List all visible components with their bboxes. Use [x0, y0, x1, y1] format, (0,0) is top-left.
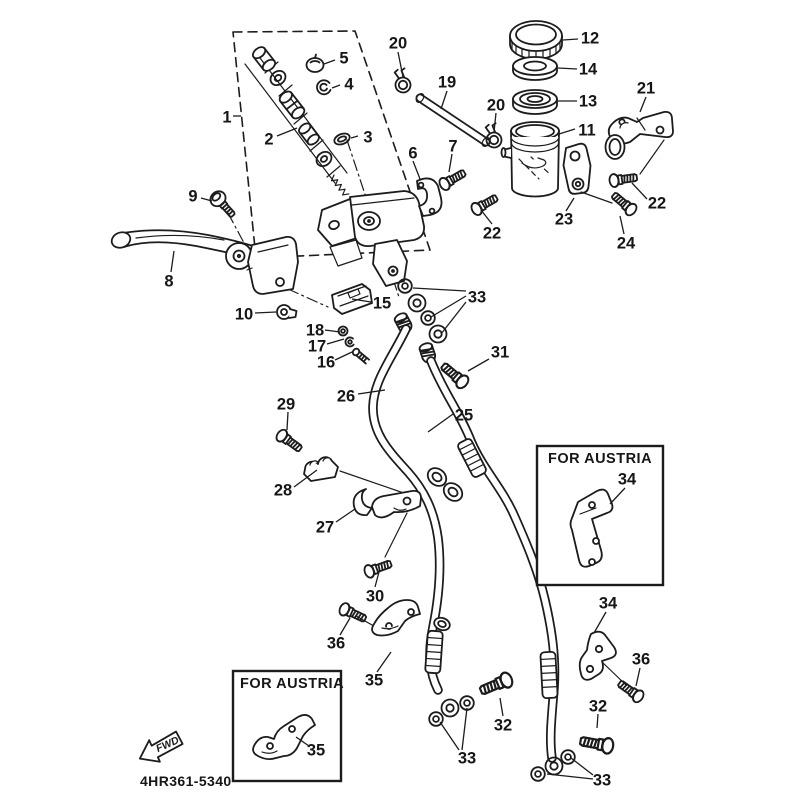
leader-line [597, 714, 598, 728]
leader-line [449, 154, 452, 172]
austria-box-bottom-title: FOR AUSTRIA [240, 676, 345, 692]
leader-line [636, 668, 640, 686]
washer-part-33-br1 [531, 767, 545, 781]
leader-line [632, 183, 647, 199]
leader-line [351, 136, 358, 138]
part-label-15: 15 [372, 294, 392, 313]
bolt-part-36b [616, 678, 646, 704]
part-label-23: 23 [554, 210, 574, 229]
fwd-arrow [135, 728, 186, 768]
leader-line [640, 97, 646, 112]
part-label-22: 22 [647, 194, 667, 213]
part-label-17: 17 [307, 337, 327, 356]
leader-line [441, 91, 447, 109]
part-label-33: 33 [457, 749, 477, 768]
part-label-8: 8 [164, 272, 174, 291]
leader-line [255, 312, 276, 313]
stay-bracket-part-34 [580, 632, 616, 680]
part-label-1: 1 [222, 108, 232, 127]
part-label-22: 22 [482, 224, 502, 243]
part-label-28: 28 [273, 481, 293, 500]
part-label-11: 11 [578, 121, 596, 140]
austria-box-bottom [233, 671, 344, 781]
part-label-26: 26 [336, 387, 356, 406]
lever-screw-part-9 [207, 188, 239, 221]
brake-lever-part-8 [110, 230, 259, 269]
banjo-eye-lower [430, 326, 447, 343]
stay-bracket-part-21 [606, 112, 674, 159]
part-label-35: 35 [364, 671, 384, 690]
banjo-eye-upper [409, 295, 426, 312]
bolt-part-29 [274, 428, 304, 455]
part-label-33: 33 [467, 288, 487, 307]
part-label-35: 35 [306, 741, 326, 760]
part-label-25: 25 [454, 406, 474, 425]
clip-washer-part-17 [345, 337, 353, 346]
washer-part-33-br2 [561, 750, 575, 764]
part-label-34: 34 [617, 470, 637, 489]
part-label-3: 3 [363, 128, 373, 147]
part-label-12: 12 [580, 29, 600, 48]
hook-guide-part-27 [354, 489, 421, 517]
part-label-7: 7 [448, 137, 458, 156]
leader-line [431, 296, 466, 317]
cylinder-kit-strip [245, 45, 349, 197]
washer-part-33-top2 [421, 311, 435, 325]
part-label-2: 2 [264, 130, 274, 149]
hose-grommets [424, 464, 466, 632]
leader-line [287, 412, 288, 430]
austria-box-right-title: FOR AUSTRIA [548, 451, 653, 467]
hose-clamp-part-28 [304, 457, 338, 481]
leader-line [324, 60, 335, 64]
reservoir-plate-part-14 [513, 57, 557, 80]
diaphragm-part-13 [513, 90, 557, 114]
kit-spring [330, 175, 349, 197]
clamp-bolt-part-7 [437, 167, 467, 192]
part-label-6: 6 [408, 144, 418, 163]
bolt-part-36a [338, 602, 368, 625]
union-bolt-part-32b [579, 733, 614, 754]
leader-line [428, 414, 453, 432]
part-label-19: 19 [437, 73, 457, 92]
part-label-33: 33 [592, 771, 612, 790]
part-label-16: 16 [316, 353, 336, 372]
leader-line [500, 698, 503, 716]
leader-line [558, 68, 577, 69]
reservoir-cap-part-12 [510, 21, 562, 59]
washer-part-33-bc2 [460, 696, 474, 710]
washer-part-18 [339, 327, 348, 336]
leader-line [413, 288, 466, 291]
boot-part-5 [307, 55, 324, 73]
pin-part-16 [351, 347, 369, 364]
bolt-part-22a [469, 192, 499, 217]
leader-line [398, 52, 403, 77]
leader-line [468, 359, 489, 371]
leader-line [277, 128, 297, 136]
cylinder-clamp-part-6 [417, 178, 442, 216]
union-bolt-part-32a [478, 671, 514, 698]
washer-part-33-top1 [398, 279, 412, 293]
part-label-13: 13 [578, 92, 598, 111]
joint-link-part-23 [564, 144, 591, 194]
leader-line [481, 210, 492, 224]
part-label-21: 21 [636, 79, 656, 98]
part-label-36: 36 [326, 634, 346, 653]
bolt-part-24 [609, 190, 638, 218]
leader-line [441, 302, 466, 334]
part-label-27: 27 [315, 518, 335, 537]
leader-line [340, 618, 350, 635]
leader-line [620, 216, 624, 234]
part-label-20: 20 [388, 34, 408, 53]
part-label-9: 9 [188, 187, 198, 206]
leader-line [171, 251, 174, 272]
leader-line [559, 129, 575, 134]
hose-wrap-25b [540, 652, 557, 699]
part-label-24: 24 [616, 234, 636, 253]
leader-line [462, 708, 467, 750]
hose-wrap-26 [425, 631, 443, 674]
part-label-30: 30 [365, 587, 385, 606]
leader-line [413, 161, 420, 179]
part-label-20: 20 [486, 96, 506, 115]
part-label-32: 32 [588, 697, 608, 716]
part-label-14: 14 [578, 60, 598, 79]
circlip-part-4 [317, 80, 331, 94]
part-label-10: 10 [234, 305, 254, 324]
leader-line [335, 352, 352, 360]
master-cylinder-body [318, 191, 424, 286]
austria-box-right [537, 446, 663, 585]
leader-line [327, 339, 344, 344]
leader-line [566, 198, 574, 211]
part-label-34: 34 [598, 594, 618, 613]
part-label-36: 36 [631, 650, 651, 669]
lever-holder [247, 237, 298, 294]
banjo-eye-bottom-center [442, 700, 459, 717]
leader-line [440, 722, 459, 750]
part-label-18: 18 [305, 321, 325, 340]
part-label-29: 29 [276, 395, 296, 414]
leader-line [332, 85, 340, 88]
leader-line [594, 612, 606, 633]
leader-line [563, 39, 578, 40]
leader-line [336, 509, 355, 522]
fwd-arrow-label: FWD [154, 734, 181, 755]
fiche-part-code: 4HR361-5340 [140, 773, 232, 789]
part-label-31: 31 [490, 343, 510, 362]
pivot-nut-part-10 [277, 305, 297, 319]
leader-line [377, 652, 391, 672]
reservoir-cup-part-11 [502, 122, 560, 197]
part-label-32: 32 [493, 716, 513, 735]
part-label-5: 5 [339, 49, 349, 68]
leader-line [571, 758, 593, 775]
part-label-4: 4 [344, 75, 354, 94]
leader-line [547, 774, 593, 779]
